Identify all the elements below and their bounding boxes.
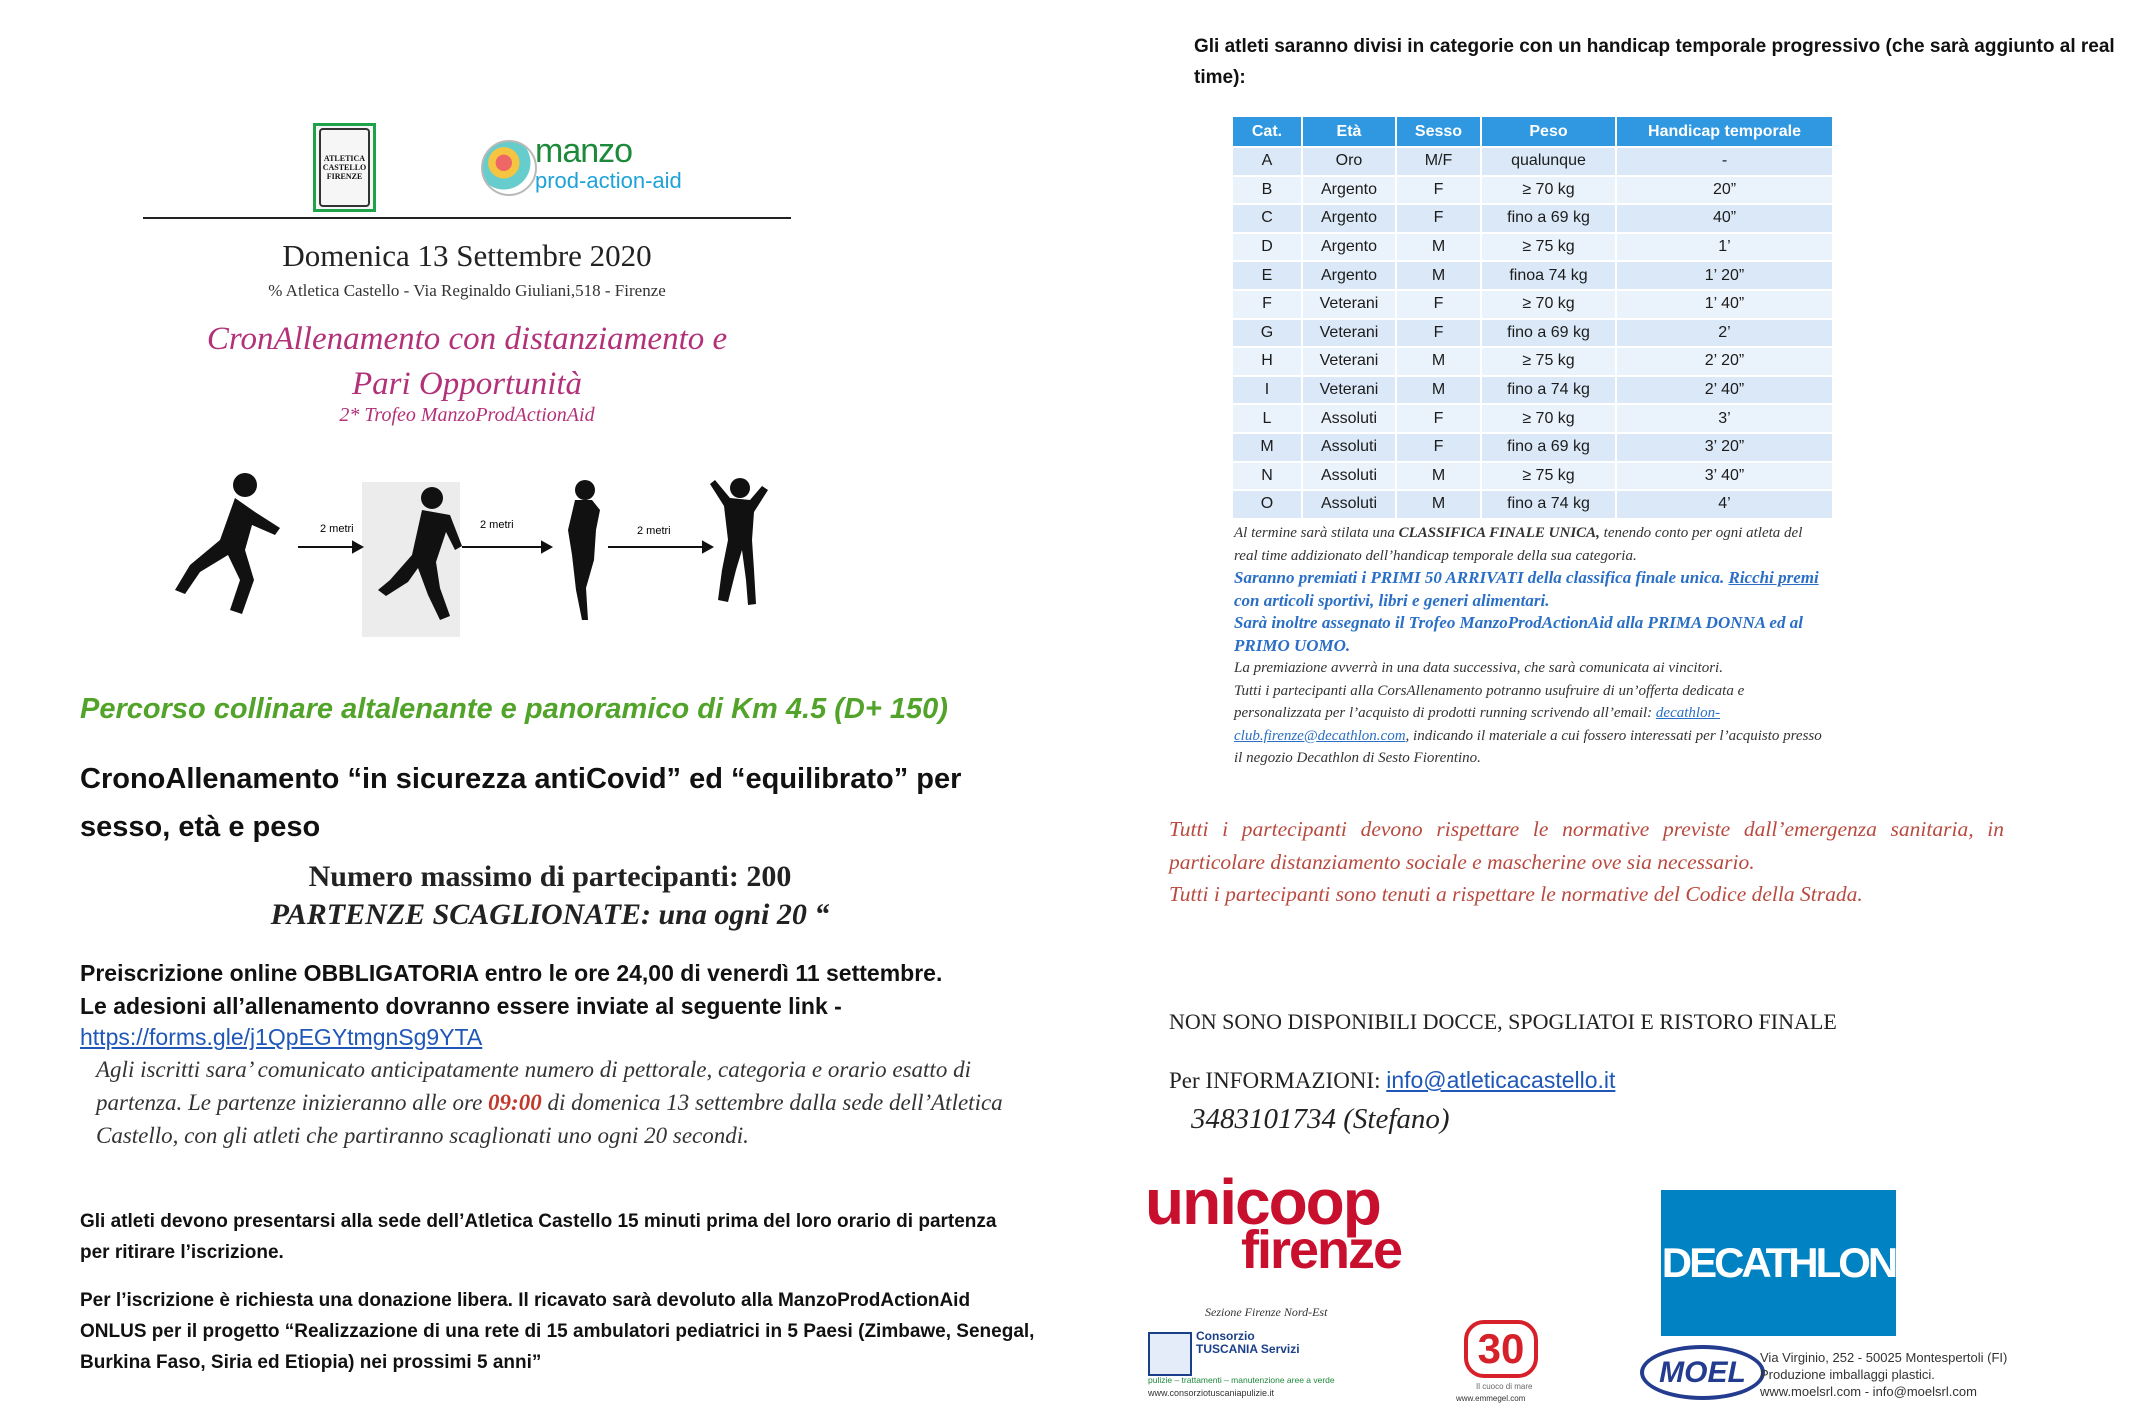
cell-age: Veterani [1302,290,1396,319]
prizes-text-a: Saranno premiati i PRIMI 50 ARRIVATI della classifica finale unica. [1234,568,1729,587]
distance-diagram [150,470,790,640]
cell-cat: F [1233,290,1302,319]
cell-sex: F [1396,319,1481,348]
table-header-row [1233,117,1832,147]
cell-age: Oro [1302,147,1396,176]
ceremony-note: La premiazione avverrà in una data successiva, che sarà comunicata ai vincitori. [1234,660,1723,676]
cell-sex: M [1396,233,1481,262]
cell-sex: F [1396,176,1481,205]
event-title-line1: CronAllenamento con distanziamento e [206,321,728,357]
col-header-cat: Cat. [1233,117,1302,147]
col-header-weight: Peso [1481,117,1616,147]
cell-sex: M [1396,376,1481,405]
tuscania-emblem-icon [1148,1332,1192,1376]
decathlon-logo: DECATHLON [1661,1190,1896,1336]
table-row [1233,176,1832,205]
cell-handicap: 2’ [1616,319,1832,348]
handicap-table-body [1233,147,1832,518]
unicoop-logo [1145,1165,1405,1280]
cell-weight: fino a 69 kg [1481,319,1616,348]
cell-handicap: 2’ 40” [1616,376,1832,405]
gap-arrowhead-3 [703,542,712,552]
header-divider [143,217,791,219]
event-date: Domenica 13 Settembre 2020 [282,238,652,273]
facilities-note: NON SONO DISPONIBILI DOCCE, SPOGLIATOI E RISTORO FINALE [1169,1009,1837,1034]
decathlon-email-link[interactable]: decathlon-club.firenze@decathlon.com [1234,705,1721,744]
donation-note: Per l’iscrizione è richiesta una donazione libera. Il ricavato sarà devoluto alla ManzoProdActionAid ONLUS per il progetto “Realizzazione di una rete di 15 ambulatori pediatrici in 5 Paesi (Zimbawe, Senegal, Burkina Faso, Siria ed Etiopia) nei prossimi 5 anni” [80,1290,1035,1373]
emmegel-badge: 30 [1464,1320,1538,1378]
offer-note [1234,680,1829,770]
table-row [1233,462,1832,491]
contact-label: Per INFORMAZIONI: [1169,1068,1387,1093]
table-row [1233,433,1832,462]
cell-sex: M [1396,462,1481,491]
cell-weight: qualunque [1481,147,1616,176]
col-header-age: Età [1302,117,1396,147]
cell-cat: M [1233,433,1302,462]
table-row [1233,204,1832,233]
start-time: 09:00 [488,1090,542,1115]
ranking-text-b: tenendo conto per ogni atleta del real time addizionato dell’handicap temporale della sua categoria. [1234,525,1803,564]
table-row [1233,147,1832,176]
manzo-emblem-icon [481,140,537,196]
prizes-text-b: con articoli sportivi, libri e generi alimentari. [1234,590,1550,610]
cell-handicap: 3’ 20” [1616,433,1832,462]
cell-handicap: 40” [1616,204,1832,233]
participants-box [150,858,950,934]
table-row [1233,233,1832,262]
cell-sex: M [1396,490,1481,518]
event-title [143,317,791,407]
cell-handicap: 20” [1616,176,1832,205]
cell-cat: H [1233,347,1302,376]
cell-cat: L [1233,404,1302,433]
cell-weight: ≥ 70 kg [1481,404,1616,433]
cell-weight: fino a 69 kg [1481,433,1616,462]
preregistration [80,957,1040,1023]
cell-sex: F [1396,204,1481,233]
runner-3-icon [568,480,600,620]
prizes-link[interactable]: Ricchi premi [1728,568,1819,587]
runner-4-icon [710,478,768,605]
event-subtitle: 2* Trofeo ManzoProdActionAid [339,404,595,426]
handicap-table [1233,117,1832,518]
emmegel-url: www.emmegel.com [1456,1394,1526,1403]
cell-handicap: 1’ 20” [1616,261,1832,290]
crono-heading-line2: sesso, età e peso [80,811,321,843]
trophy-note: Sarà inoltre assegnato il Trofeo ManzoProdActionAid alla PRIMA DONNA ed al PRIMO UOMO. [1234,613,1803,655]
cell-weight: finoa 74 kg [1481,261,1616,290]
staggered-starts: PARTENZE SCAGLIONATE: una ogni 20 “ [270,898,830,931]
cell-handicap: 3’ 40” [1616,462,1832,491]
manzo-tagline: prod-action-aid [535,168,682,193]
bib-assignment-note [96,1053,1016,1152]
table-row [1233,490,1832,518]
cell-cat: C [1233,204,1302,233]
cell-age: Argento [1302,233,1396,262]
preregistration-deadline: Preiscrizione online OBBLIGATORIA entro le ore 24,00 di venerdì 11 settembre. [80,960,943,986]
max-participants: Numero massimo di partecipanti: 200 [308,860,792,893]
cell-cat: O [1233,490,1302,518]
crono-heading [80,755,1060,851]
moel-logo: MOEL [1640,1345,1765,1400]
cell-weight: ≥ 75 kg [1481,233,1616,262]
cell-cat: A [1233,147,1302,176]
cell-weight: fino a 74 kg [1481,490,1616,518]
tuscania-name: Consorzio TUSCANIA Servizi [1196,1329,1300,1356]
cell-weight: ≥ 75 kg [1481,462,1616,491]
cell-cat: B [1233,176,1302,205]
manzo-logo [481,132,691,198]
offer-text-b: , indicando il materiale a cui fossero interessati per l’acquisto presso il negozio Decathlon di Sesto Fiorentino. [1234,727,1822,766]
castello-logo-text: ATLETICA CASTELLO FIRENZE [319,128,370,207]
cell-sex: M/F [1396,147,1481,176]
runner-1-icon [175,473,280,614]
ranking-text-bold: CLASSIFICA FINALE UNICA, [1398,525,1600,541]
cell-sex: M [1396,261,1481,290]
cell-handicap: 2’ 20” [1616,347,1832,376]
cell-weight: fino a 74 kg [1481,376,1616,405]
table-row [1233,290,1832,319]
tuscania-url: www.consorziotuscaniapulizie.it [1148,1388,1275,1398]
cell-sex: F [1396,404,1481,433]
ranking-text-a: Al termine sarà stilata una [1234,525,1399,541]
registration-form-link[interactable]: https://forms.gle/j1QpEGYtmgnSg9YTA [80,1024,483,1050]
table-row [1233,261,1832,290]
table-row [1233,404,1832,433]
moel-address: Via Virginio, 252 - 50025 Montespertoli (FI) [1760,1350,2008,1365]
moel-description: Produzione imballaggi plastici. [1760,1367,1935,1382]
cell-handicap: 1’ 40” [1616,290,1832,319]
gap-label-2: 2 metri [480,519,514,531]
categories-intro: Gli atleti saranno divisi in categorie con un handicap temporale progressivo (che sarà aggiunto al real time): [1194,36,2115,88]
arrival-note: Gli atleti devono presentarsi alla sede dell’Atletica Castello 15 minuti prima del loro orario di partenza per ritirare l’iscrizione. [80,1211,997,1263]
cell-age: Assoluti [1302,433,1396,462]
gap-label-3: 2 metri [637,525,671,537]
cell-weight: fino a 69 kg [1481,204,1616,233]
atletica-castello-logo [313,123,376,212]
cell-age: Argento [1302,176,1396,205]
col-header-handicap: Handicap temporale [1616,117,1832,147]
road-rules: Tutti i partecipanti sono tenuti a rispettare le normative del Codice della Strada. [1169,882,1863,906]
gap-arrowhead-2 [542,542,551,552]
bib-note-part1: Agli iscritti sara’ comunicato anticipatamente numero di pettorale, categoria e orario esatto di partenza. Le partenze inizieranno alle ore [96,1057,971,1115]
unicoop-caption: Sezione Firenze Nord-Est [1205,1305,1328,1319]
manzo-brand: manzo [535,132,633,170]
cell-handicap: - [1616,147,1832,176]
table-row [1233,319,1832,348]
gap-arrowhead-1 [353,542,362,552]
cell-age: Argento [1302,204,1396,233]
table-row [1233,347,1832,376]
cell-sex: F [1396,433,1481,462]
results-info [1234,522,1829,770]
cell-age: Assoluti [1302,490,1396,518]
prizes-note [1234,567,1829,612]
contact-info [1169,1067,1615,1094]
cell-cat: N [1233,462,1302,491]
gap-label-1: 2 metri [320,523,354,535]
tuscania-tagline: pulizie – trattamenti – manutenzione aree a verde [1148,1375,1335,1385]
course-description: Percorso collinare altalenante e panoramico di Km 4.5 (D+ 150) [80,693,948,725]
cell-weight: ≥ 70 kg [1481,290,1616,319]
tuscania-logo [1148,1330,1348,1405]
unicoop-logo-line2: firenze [1241,1220,1402,1280]
crono-heading-line1: CronoAllenamento “in sicurezza antiCovid” ed “equilibrato” per [80,763,962,795]
final-ranking-note [1234,522,1829,567]
cell-weight: ≥ 75 kg [1481,347,1616,376]
health-rules: Tutti i partecipanti devono rispettare le normative previste dall’emergenza sanitaria, in particolare distanziamento sociale e mascherine ove sia necessario. [1169,817,2004,874]
cell-cat: D [1233,233,1302,262]
preregistration-instructions: Le adesioni all’allenamento dovranno essere inviate al seguente link - [80,993,842,1019]
contact-phone: 3483101734 (Stefano) [1191,1103,1450,1135]
offer-text-a: Tutti i partecipanti alla CorsAllenamento potranno usufruire di un’offerta dedicata e personalizzata per l’acquisto di prodotti running scrivendo all’email: [1234,682,1745,721]
cell-age: Assoluti [1302,404,1396,433]
cell-cat: I [1233,376,1302,405]
cell-age: Assoluti [1302,462,1396,491]
cell-handicap: 4’ [1616,490,1832,518]
cell-age: Veterani [1302,376,1396,405]
cell-cat: G [1233,319,1302,348]
contact-email-link[interactable]: info@atleticacastello.it [1386,1067,1616,1093]
cell-handicap: 1’ [1616,233,1832,262]
emmegel-caption: Il cuoco di mare [1476,1382,1533,1391]
moel-contacts: www.moelsrl.com - info@moelsrl.com [1760,1384,1977,1399]
emmegel-logo [1452,1320,1552,1410]
rules-note [1169,813,2004,911]
bib-note-part2: di domenica 13 settembre dalla sede dell’Atletica Castello, con gli atleti che partiranno scaglionati uno ogni 20 secondi. [96,1090,1003,1148]
moel-info [1760,1349,2007,1400]
event-title-line2: Pari Opportunità [351,366,583,402]
cell-cat: E [1233,261,1302,290]
cell-age: Argento [1302,261,1396,290]
cell-sex: M [1396,347,1481,376]
cell-handicap: 3’ [1616,404,1832,433]
cell-sex: F [1396,290,1481,319]
col-header-sex: Sesso [1396,117,1481,147]
unicoop-logo-line1: unicoop [1145,1166,1380,1238]
event-address: % Atletica Castello - Via Reginaldo Giuliani,518 - Firenze [268,281,666,300]
cell-age: Veterani [1302,347,1396,376]
cell-weight: ≥ 70 kg [1481,176,1616,205]
table-row [1233,376,1832,405]
cell-age: Veterani [1302,319,1396,348]
